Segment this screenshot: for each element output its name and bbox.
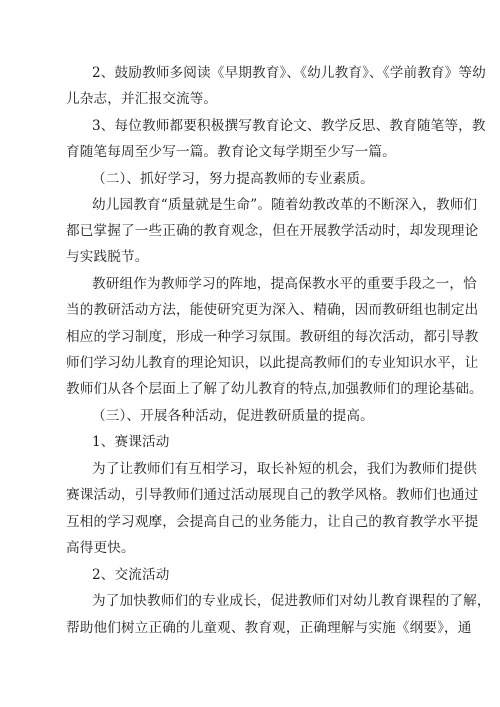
paragraph-line: 高得更快。 bbox=[66, 540, 135, 556]
paragraph-line: 帮助他们树立正确的儿童观、教育观，正确理解与实施《纲要》，通 bbox=[66, 620, 472, 636]
paragraph-line: 3、每位教师都要积极撰写教育论文、教学反思、教育随笔等，教 bbox=[92, 118, 486, 134]
paragraph-line: 师们学习幼儿教育的理论知识，以此提高教师们的专业知识水平，让 bbox=[66, 355, 479, 371]
paragraph-line: 互相的学习观摩，会提高自己的业务能力，让自己的教育教学水平提 bbox=[66, 514, 479, 530]
paragraph-line: 为了让教师们有互相学习，取长补短的机会，我们为教师们提供 bbox=[92, 461, 477, 477]
section-heading: （二）、抓好学习，努力提高教师的专业素质。 bbox=[92, 171, 374, 187]
paragraph-line: 育随笔每周至少写一篇。教育论文每学期至少写一篇。 bbox=[66, 144, 396, 160]
paragraph-line: 教师们从各个层面上了解了幼儿教育的特点,加强教师们的理论基础。 bbox=[66, 381, 483, 397]
subsection-heading: 1、赛课活动 bbox=[92, 434, 170, 450]
paragraph-line: 教研组作为教师学习的阵地，提高保教水平的重要手段之一，恰 bbox=[92, 276, 477, 292]
paragraph-line: 都已掌握了一些正确的教育观念，但在开展教学活动时，却发现理论 bbox=[66, 223, 479, 239]
paragraph-line: 与实践脱节。 bbox=[66, 249, 149, 265]
paragraph-line: 2、鼓励教师多阅读《早期教育》、《幼儿教育》、《学前教育》等幼 bbox=[92, 65, 486, 81]
subsection-heading: 2、交流活动 bbox=[92, 567, 170, 583]
paragraph-line: 赛课活动，引导教师们通过活动展现自己的教学风格。教师们也通过 bbox=[66, 487, 479, 503]
paragraph-line: 当的教研活动方法，能使研究更为深入、精确，因而教研组也制定出 bbox=[66, 302, 479, 318]
section-heading: （三）、开展各种活动，促进教研质量的提高。 bbox=[92, 408, 374, 424]
paragraph-line: 相应的学习制度，形成一种学习氛围。教研组的每次活动，都引导教 bbox=[66, 329, 479, 345]
paragraph-line: 为了加快教师们的专业成长，促进教师们对幼儿教育课程的了解， bbox=[92, 593, 491, 609]
paragraph-line: 幼儿园教育“质量就是生命”。随着幼教改革的不断深入，教师们 bbox=[92, 197, 478, 213]
paragraph-line: 儿杂志，并汇报交流等。 bbox=[66, 91, 218, 107]
